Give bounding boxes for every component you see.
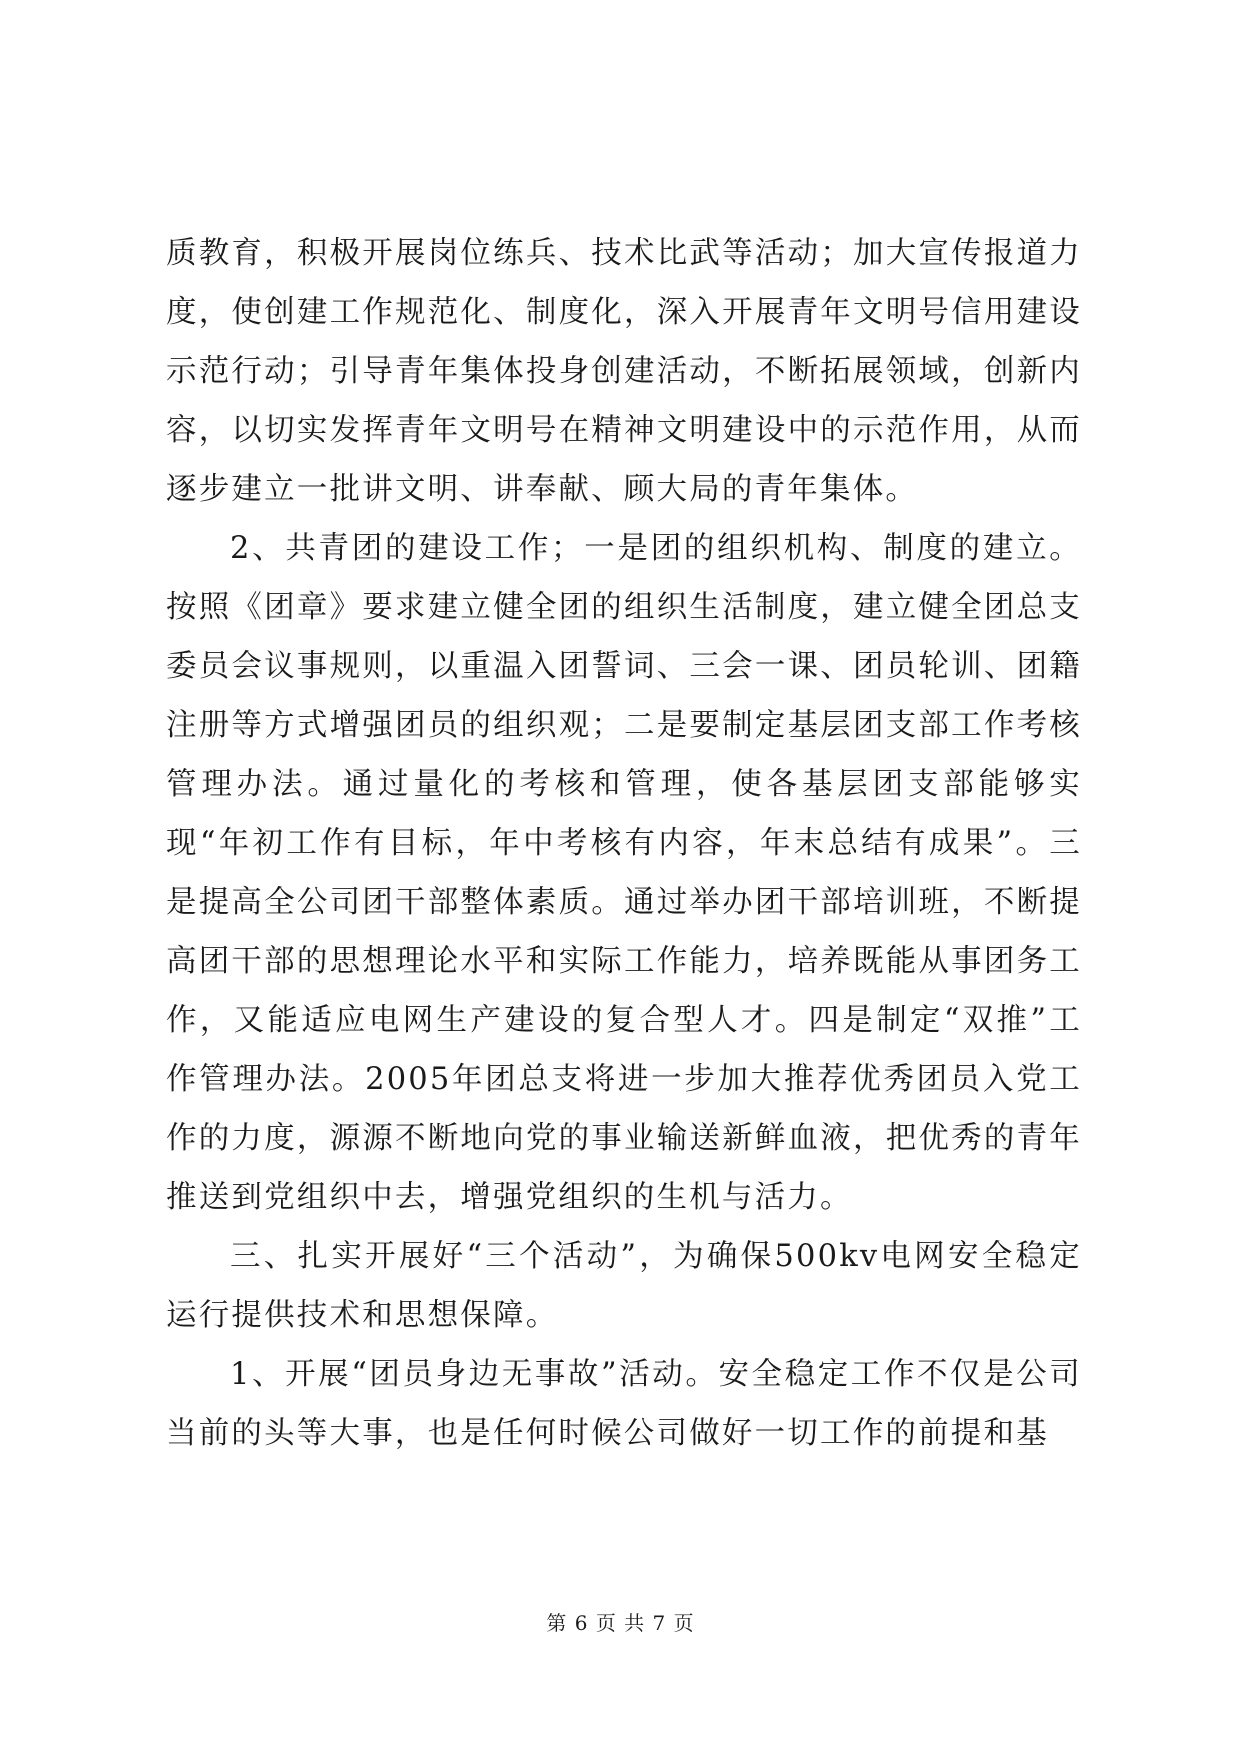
paragraph-4: 1、开展“团员身边无事故”活动。安全稳定工作不仅是公司当前的头等大事，也是任何时候公司做好一切工作的前提和基	[166, 1357, 1082, 1451]
page-number-footer: 第 6 页 共 7 页	[546, 1611, 695, 1635]
paragraph-3-section-heading: 三、扎实开展好“三个活动”，为确保500kv电网安全稳定运行提供技术和思想保障。	[166, 1239, 1082, 1333]
paragraph-1: 质教育，积极开展岗位练兵、技术比武等活动；加大宣传报道力度，使创建工作规范化、制度化，深入开展青年文明号信用建设示范行动；引导青年集体投身创建活动，不断拓展领域，创新内容，以切实发挥青年文明号在精神文明建设中的示范作用，从而逐步建立一批讲文明、讲奉献、顾大局的青年集体。	[166, 236, 1082, 507]
paragraph-2: 2、共青团的建设工作；一是团的组织机构、制度的建立。按照《团章》要求建立健全团的组织生活制度，建立健全团总支委员会议事规则，以重温入团誓词、三会一课、团员轮训、团籍注册等方式增强团员的组织观；二是要制定基层团支部工作考核管理办法。通过量化的考核和管理，使各基层团支部能够实现“年初工作有目标，年中考核有内容，年末总结有成果”。三是提高全公司团干部整体素质。通过举办团干部培训班，不断提高团干部的思想理论水平和实际工作能力，培养既能从事团务工作，又能适应电网生产建设的复合型人才。四是制定“双推”工作管理办法。2005年团总支将进一步加大推荐优秀团员入党工作的力度，源源不断地向党的事业输送新鲜血液，把优秀的青年推送到党组织中去，增强党组织的生机与活力。	[166, 531, 1082, 1215]
document-body	[166, 224, 1082, 1463]
